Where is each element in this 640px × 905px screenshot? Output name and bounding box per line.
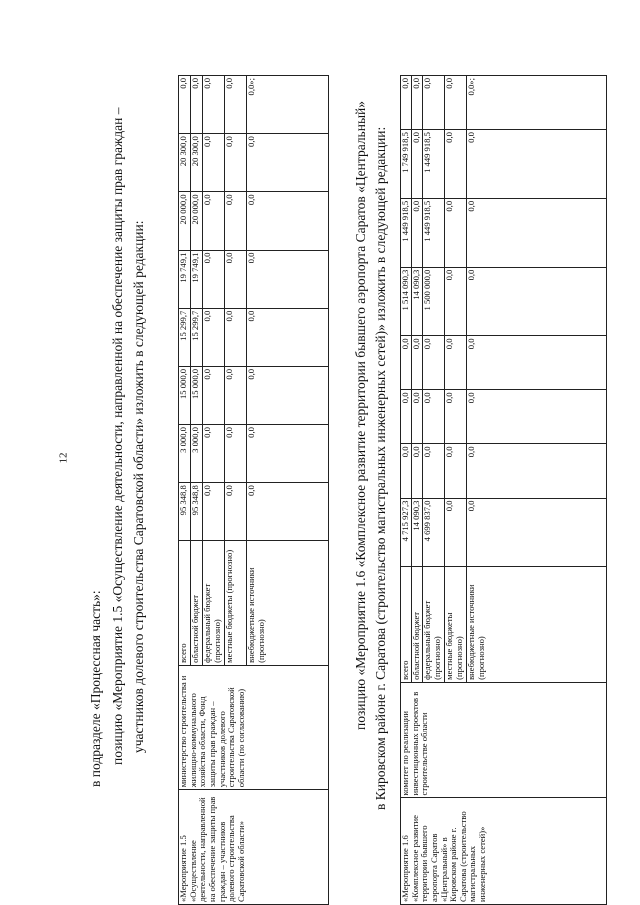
funding-source-cell: всего (179, 541, 191, 665)
value-cell: 0,0 (247, 483, 329, 541)
value-cell: 0,0»; (247, 76, 329, 134)
measure-name-cell: «Мероприятие 1.6 «Комплексное развитие территории бывшего аэропорта Саратов «Центральный» в Кировском районе г. Саратова (строительство магистральных инженерных сетей)» (401, 798, 607, 905)
value-cell: 0,0 (225, 483, 247, 541)
value-cell: 0,0 (247, 366, 329, 424)
value-cell: 0,0 (203, 250, 225, 308)
table-measure-1-6 (400, 75, 607, 905)
value-cell: 0,0 (445, 336, 467, 390)
table-row (401, 76, 412, 905)
value-cell: 0,0 (247, 250, 329, 308)
value-cell: 95 348,8 (179, 483, 191, 541)
value-cell: 0,0 (412, 130, 423, 199)
value-cell: 0,0 (225, 425, 247, 483)
value-cell: 1 449 918,5 (423, 198, 445, 267)
value-cell: 0,0 (203, 483, 225, 541)
mid-line-1: позицию «Мероприятие 1.6 «Комплексное развитие территории бывшего аэропорта Саратов «Центральный» (353, 101, 368, 730)
value-cell: 0,0 (423, 76, 445, 130)
table-measure-1-5 (178, 75, 329, 905)
table-row (179, 76, 191, 905)
value-cell: 15 299,7 (179, 308, 191, 366)
funding-source-cell: всего (401, 567, 412, 683)
value-cell: 0,0 (467, 336, 607, 390)
value-cell: 0,0 (467, 444, 607, 498)
value-cell: 0,0 (203, 192, 225, 250)
value-cell: 0,0 (225, 308, 247, 366)
value-cell: 0,0 (445, 130, 467, 199)
value-cell: 0,0 (247, 308, 329, 366)
value-cell: 0,0 (412, 390, 423, 444)
executor-cell: министерство строительства и жилищно-коммунального хозяйства области, Фонд защиты прав граждан – участников долевого строительства Саратовской области (по согласованию) (179, 665, 329, 789)
value-cell: 0,0 (179, 76, 191, 134)
value-cell: 0,0 (225, 250, 247, 308)
value-cell: 0,0 (467, 390, 607, 444)
heading-line-2: позицию «Мероприятие 1.5 «Осуществление деятельности, направленной на обеспечение защиты прав граждан – (110, 107, 125, 765)
value-cell: 0,0 (247, 425, 329, 483)
value-cell: 0,0 (203, 308, 225, 366)
value-cell: 0,0 (247, 192, 329, 250)
value-cell: 0,0 (225, 192, 247, 250)
value-cell: 14 090,3 (412, 267, 423, 336)
value-cell: 3 000,0 (179, 425, 191, 483)
funding-source-cell: областной бюджет (191, 541, 203, 665)
value-cell: 0,0 (412, 336, 423, 390)
value-cell: 0,0 (423, 336, 445, 390)
value-cell: 0,0»; (467, 76, 607, 130)
value-cell: 14 090,3 (412, 498, 423, 567)
value-cell: 1 449 918,5 (423, 130, 445, 199)
value-cell: 0,0 (423, 390, 445, 444)
value-cell: 0,0 (467, 498, 607, 567)
value-cell: 0,0 (445, 390, 467, 444)
value-cell: 0,0 (445, 267, 467, 336)
page-number: 12 (57, 452, 70, 464)
value-cell: 0,0 (225, 134, 247, 192)
value-cell: 0,0 (412, 444, 423, 498)
value-cell: 15 299,7 (191, 308, 203, 366)
heading-line-1: в подразделе «Процессная часть»: (88, 590, 103, 787)
value-cell: 0,0 (401, 390, 412, 444)
value-cell: 1 449 918,5 (401, 198, 412, 267)
value-cell: 20 300,0 (179, 134, 191, 192)
value-cell: 0,0 (412, 76, 423, 130)
value-cell: 0,0 (203, 134, 225, 192)
value-cell: 0,0 (445, 198, 467, 267)
value-cell: 15 000,0 (179, 366, 191, 424)
value-cell: 0,0 (467, 130, 607, 199)
value-cell: 4 715 927,3 (401, 498, 412, 567)
value-cell: 0,0 (203, 366, 225, 424)
value-cell: 0,0 (225, 366, 247, 424)
executor-cell: комитет по реализации инвестиционных проектов в строительстве области (401, 682, 607, 798)
value-cell: 20 000,0 (191, 192, 203, 250)
value-cell: 0,0 (412, 198, 423, 267)
value-cell: 1 514 090,3 (401, 267, 412, 336)
funding-source-cell: федеральный бюджет (прогнозно) (423, 567, 445, 683)
value-cell: 0,0 (445, 76, 467, 130)
value-cell: 20 300,0 (191, 134, 203, 192)
value-cell: 0,0 (445, 498, 467, 567)
value-cell: 20 000,0 (179, 192, 191, 250)
value-cell: 0,0 (191, 76, 203, 134)
value-cell: 0,0 (467, 198, 607, 267)
value-cell: 0,0 (445, 444, 467, 498)
value-cell: 0,0 (247, 134, 329, 192)
funding-source-cell: местные бюджеты (прогнозно) (225, 541, 247, 665)
value-cell: 3 000,0 (191, 425, 203, 483)
value-cell: 0,0 (401, 76, 412, 130)
value-cell: 1 500 000,0 (423, 267, 445, 336)
value-cell: 0,0 (203, 425, 225, 483)
value-cell: 4 699 837,0 (423, 498, 445, 567)
funding-source-cell: областной бюджет (412, 567, 423, 683)
funding-source-cell: местные бюджеты (прогнозно) (445, 567, 467, 683)
value-cell: 95 348,8 (191, 483, 203, 541)
value-cell: 0,0 (225, 76, 247, 134)
mid-line-2: в Кировском районе г. Саратова (строительство магистральных инженерных сетей)» изложить в следующей редакции: (373, 126, 388, 810)
funding-source-cell: федеральный бюджет (прогнозно) (203, 541, 225, 665)
value-cell: 1 749 918,5 (401, 130, 412, 199)
measure-name-cell: «Мероприятие 1.5 «Осуществление деятельности, направленной на обеспечение защиты прав граждан – участников долевого строительства Саратовской области» (179, 790, 329, 905)
value-cell: 0,0 (423, 444, 445, 498)
value-cell: 19 749,1 (179, 250, 191, 308)
value-cell: 0,0 (467, 267, 607, 336)
value-cell: 0,0 (401, 336, 412, 390)
heading-line-3: участников долевого строительства Саратовской области» изложить в следующей редакции: (131, 220, 146, 753)
funding-source-cell: внебюджетные источники (прогнозно) (247, 541, 329, 665)
value-cell: 19 749,1 (191, 250, 203, 308)
funding-source-cell: внебюджетные источники (прогнозно) (467, 567, 607, 683)
value-cell: 0,0 (203, 76, 225, 134)
value-cell: 15 000,0 (191, 366, 203, 424)
value-cell: 0,0 (401, 444, 412, 498)
